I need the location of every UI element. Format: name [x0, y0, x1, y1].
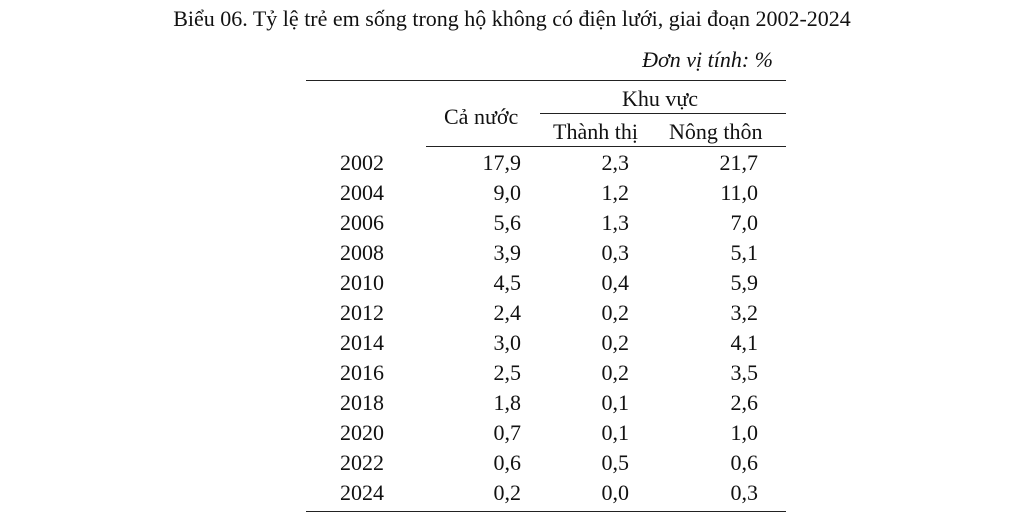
year-cell: 2012 [340, 300, 384, 325]
year-cell: 2020 [340, 420, 384, 445]
rural-cell: 3,5 [730, 360, 758, 385]
national-cell: 4,5 [493, 270, 521, 295]
urban-cell: 0,5 [601, 450, 629, 475]
year-cell: 2022 [340, 450, 384, 475]
year-cell: 2024 [340, 480, 384, 505]
year-cell: 2014 [340, 330, 384, 355]
national-cell: 2,5 [493, 360, 521, 385]
urban-cell: 0,3 [601, 240, 629, 265]
rural-cell: 0,6 [730, 450, 758, 475]
urban-cell: 0,2 [601, 330, 629, 355]
urban-cell: 0,2 [601, 360, 629, 385]
page-title: Biểu 06. Tỷ lệ trẻ em sống trong hộ không có điện lưới, giai đoạn 2002-2024 [173, 6, 851, 31]
year-cell: 2016 [340, 360, 384, 385]
year-cell: 2004 [340, 180, 384, 205]
national-cell: 9,0 [493, 180, 521, 205]
table-row [300, 238, 786, 268]
urban-cell: 0,4 [601, 270, 629, 295]
table-row [300, 208, 786, 238]
table-row [300, 388, 786, 418]
national-cell: 2,4 [493, 300, 521, 325]
table-row [300, 148, 786, 178]
year-cell: 2006 [340, 210, 384, 235]
urban-cell: 2,3 [601, 150, 629, 175]
table-row [300, 478, 786, 508]
table-row [300, 448, 786, 478]
table-row [300, 418, 786, 448]
header-urban: Thành thị [553, 119, 638, 144]
rural-cell: 0,3 [730, 480, 758, 505]
table-row [300, 178, 786, 208]
national-cell: 1,8 [493, 390, 521, 415]
header-region: Khu vực [622, 86, 699, 111]
table-row [300, 358, 786, 388]
rural-cell: 5,9 [730, 270, 758, 295]
rural-cell: 4,1 [730, 330, 758, 355]
table-body [300, 148, 786, 508]
urban-cell: 0,1 [601, 390, 629, 415]
urban-cell: 1,3 [601, 210, 629, 235]
urban-cell: 0,0 [601, 480, 629, 505]
header-rural: Nông thôn [669, 119, 763, 144]
table-top-rule [306, 80, 786, 81]
table-bottom-rule [306, 511, 786, 512]
rural-cell: 1,0 [730, 420, 758, 445]
region-header-rule [540, 113, 786, 114]
table-row [300, 328, 786, 358]
unit-label: Đơn vị tính: % [642, 47, 773, 72]
national-cell: 5,6 [493, 210, 521, 235]
rural-cell: 7,0 [730, 210, 758, 235]
urban-cell: 0,1 [601, 420, 629, 445]
rural-cell: 3,2 [730, 300, 758, 325]
table-row [300, 268, 786, 298]
rural-cell: 5,1 [730, 240, 758, 265]
year-cell: 2018 [340, 390, 384, 415]
national-cell: 0,2 [493, 480, 521, 505]
year-cell: 2002 [340, 150, 384, 175]
national-cell: 3,9 [493, 240, 521, 265]
header-bottom-rule [426, 146, 786, 147]
year-cell: 2010 [340, 270, 384, 295]
rural-cell: 2,6 [730, 390, 758, 415]
national-cell: 0,6 [493, 450, 521, 475]
urban-cell: 0,2 [601, 300, 629, 325]
national-cell: 0,7 [493, 420, 521, 445]
rural-cell: 11,0 [720, 180, 758, 205]
table-row [300, 298, 786, 328]
year-cell: 2008 [340, 240, 384, 265]
header-national: Cả nước [444, 104, 519, 129]
rural-cell: 21,7 [719, 150, 758, 175]
national-cell: 3,0 [493, 330, 521, 355]
national-cell: 17,9 [482, 150, 521, 175]
urban-cell: 1,2 [601, 180, 629, 205]
